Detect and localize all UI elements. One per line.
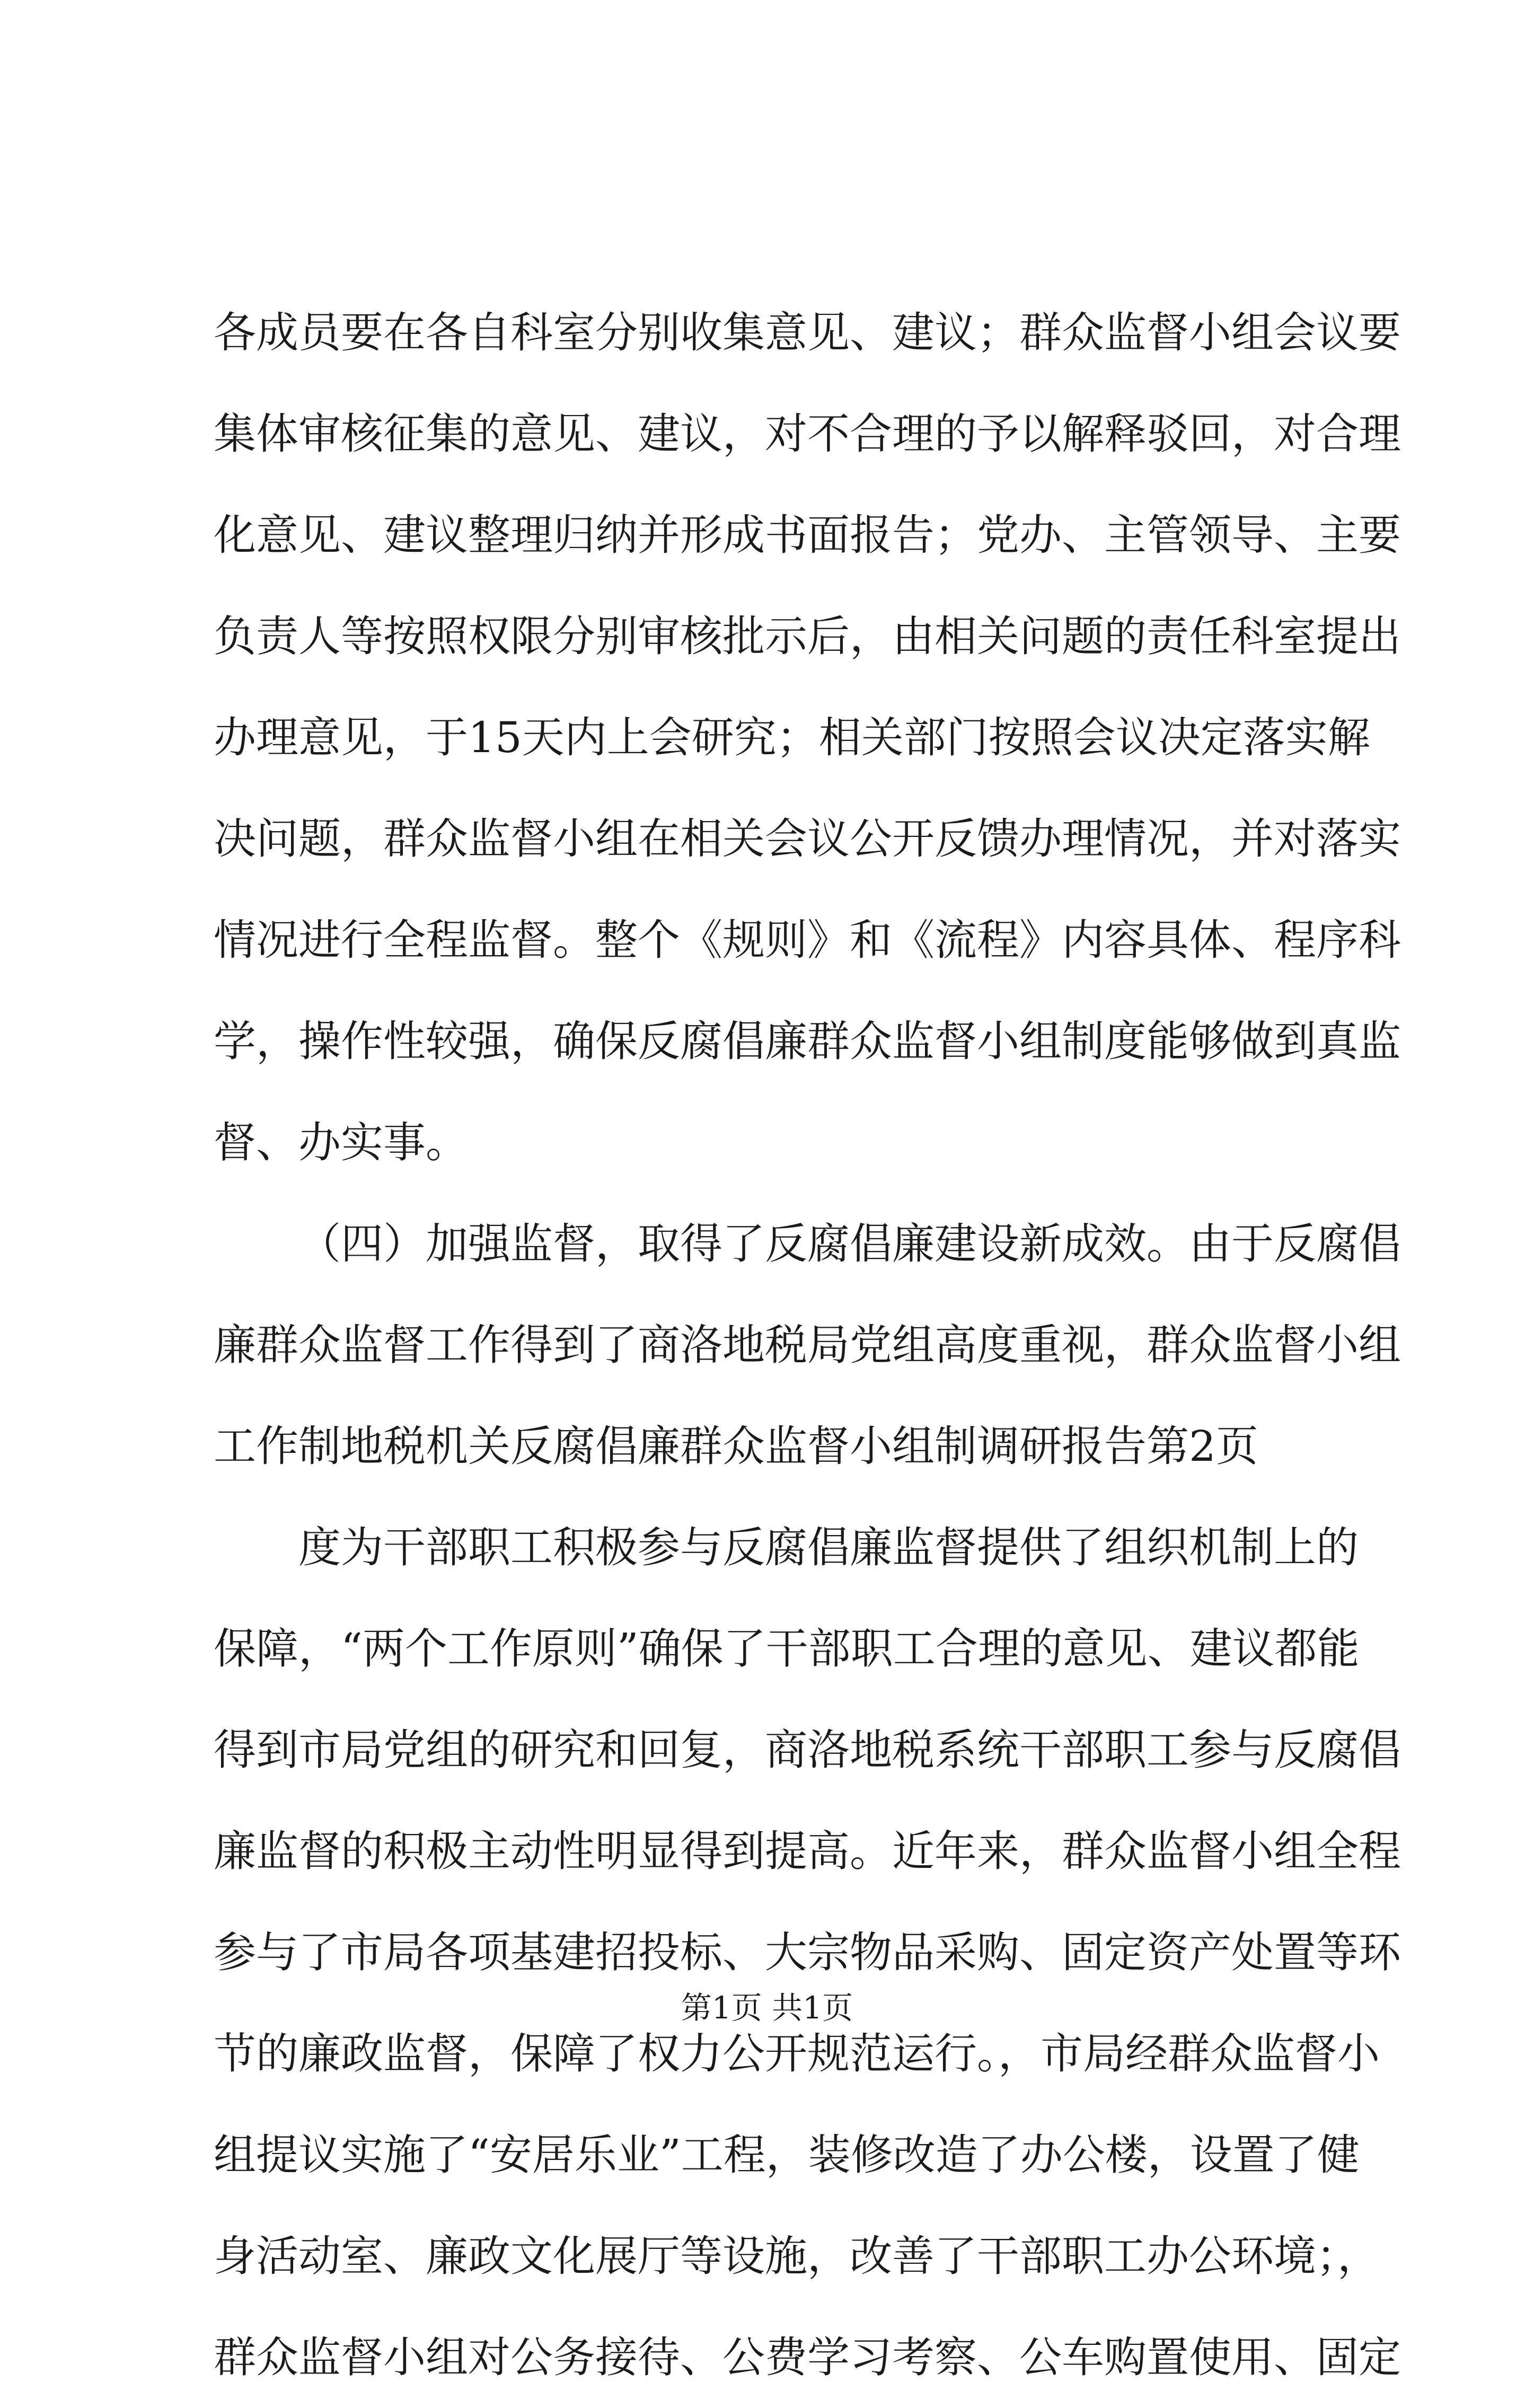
text-line: 集体审核征集的意见、建议，对不合理的予以解释驳回，对合理 xyxy=(214,409,1401,458)
text-line: 各成员要在各自科室分别收集意见、建议；群众监督小组会议要 xyxy=(214,308,1401,357)
text-line: 负责人等按照权限分别审核批示后，由相关问题的责任科室提出 xyxy=(214,612,1401,661)
text-line: 度为干部职工积极参与反腐倡廉监督提供了组织机制上的 xyxy=(298,1523,1359,1572)
text-line: 身活动室、廉政文化展厅等设施，改善了干部职工办公环境；， xyxy=(214,2231,1380,2281)
text-line: 督、办实事。 xyxy=(214,1118,468,1167)
page-footer: 第1页 共1页 xyxy=(681,1990,853,2026)
text-line: 组提议实施了“安居乐业”工程，装修改造了办公楼，设置了健 xyxy=(214,2130,1360,2180)
text-line: 办理意见，于15天内上会研究；相关部门按照会议决定落实解 xyxy=(214,713,1370,762)
text-line: 化意见、建议整理归纳并形成书面报告；党办、主管领导、主要 xyxy=(214,510,1401,560)
text-line: 廉监督的积极主动性明显得到提高。近年来，群众监督小组全程 xyxy=(214,1827,1401,1876)
text-line: 群众监督小组对公务接待、公费学习考察、公车购置使用、固定 xyxy=(214,2333,1401,2382)
text-line: 得到市局党组的研究和回复，商洛地税系统干部职工参与反腐倡 xyxy=(214,1725,1401,1775)
text-line: 情况进行全程监督。整个《规则》和《流程》内容具体、程序科 xyxy=(214,915,1401,965)
text-line: 保障，“两个工作原则”确保了干部职工合理的意见、建议都能 xyxy=(214,1624,1360,1673)
text-line: 参与了市局各项基建招投标、大宗物品采购、固定资产处置等环 xyxy=(214,1928,1401,1977)
text-line: 节的廉政监督，保障了权力公开规范运行。，市局经群众监督小 xyxy=(214,2029,1380,2078)
text-line: 决问题，群众监督小组在相关会议公开反馈办理情况，并对落实 xyxy=(214,814,1401,863)
document-body xyxy=(214,282,1401,2408)
text-line: 廉群众监督工作得到了商洛地税局党组高度重视，群众监督小组 xyxy=(214,1320,1401,1370)
text-line: 工作制地税机关反腐倡廉群众监督小组制调研报告第2页 xyxy=(214,1422,1258,1471)
text-line: （四）加强监督，取得了反腐倡廉建设新成效。由于反腐倡 xyxy=(298,1219,1401,1268)
text-line: 学，操作性较强，确保反腐倡廉群众监督小组制度能够做到真监 xyxy=(214,1017,1401,1066)
